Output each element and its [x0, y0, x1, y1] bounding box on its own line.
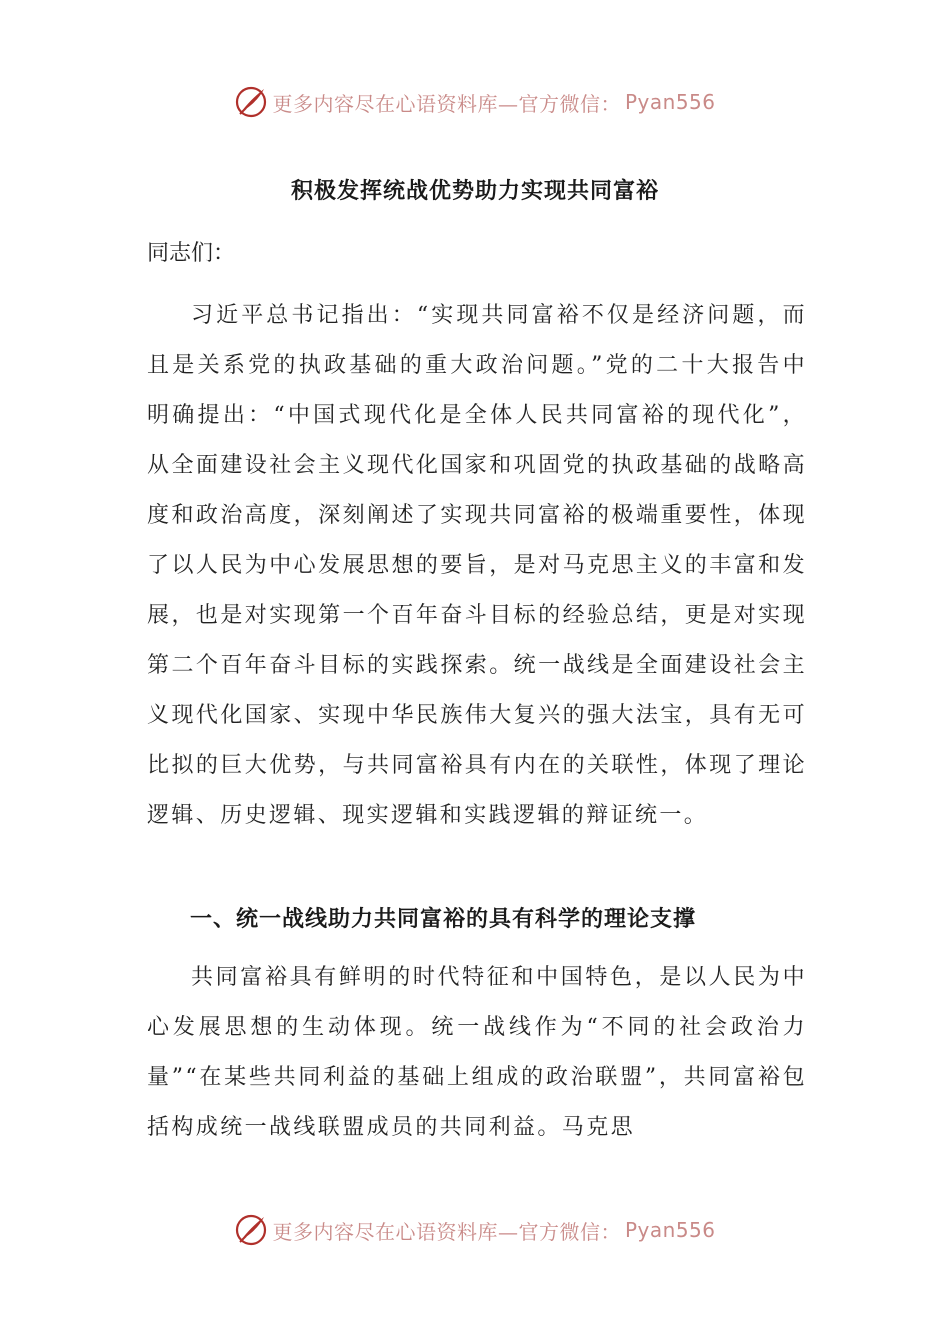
- header-banner: [0, 82, 950, 122]
- footer-wechat-id: Pyan556: [624, 1218, 716, 1242]
- paragraph-1: 习近平总书记指出：“实现共同富裕不仅是经济问题，而且是关系党的执政基础的重大政治问题。”党的二十大报告中明确提出：“中国式现代化是全体人民共同富裕的现代化”，从全面建设社会主义现代化国家和巩固党的执政基础的战略高度和政治高度，深刻阐述了实现共同富裕的极端重要性，体现了以人民为中心发展思想的要旨，是对马克思主义的丰富和发展，也是对实现第一个百年奋斗目标的经验总结，更是对实现第二个百年奋斗目标的实践探索。统一战线是全面建设社会主义现代化国家、实现中华民族伟大复兴的强大法宝，具有无可比拟的巨大优势，与共同富裕具有内在的关联性，体现了理论逻辑、历史逻辑、现实逻辑和实践逻辑的辩证统一。: [147, 303, 807, 828]
- header-banner-text: 更多内容尽在心语资料库—官方微信：: [272, 91, 621, 116]
- header-wechat-id: Pyan556: [624, 90, 716, 114]
- quill-pen-logo-icon: [234, 1213, 268, 1247]
- quill-pen-logo-icon: [234, 85, 268, 119]
- section-1-heading: 一、统一战线助力共同富裕的具有科学的理论支撑: [190, 906, 697, 932]
- salutation: 同志们：: [147, 241, 236, 266]
- footer-banner: [0, 1210, 950, 1250]
- document-title: 积极发挥统战优势助力实现共同富裕: [290, 178, 659, 204]
- footer-banner-text: 更多内容尽在心语资料库—官方微信：: [272, 1219, 621, 1244]
- paragraph-2: 共同富裕具有鲜明的时代特征和中国特色，是以人民为中心发展思想的生动体现。统一战线作为“不同的社会政治力量”“在某些共同利益的基础上组成的政治联盟”，共同富裕包括构成统一战线联盟成员的共同利益。马克思: [147, 965, 807, 1140]
